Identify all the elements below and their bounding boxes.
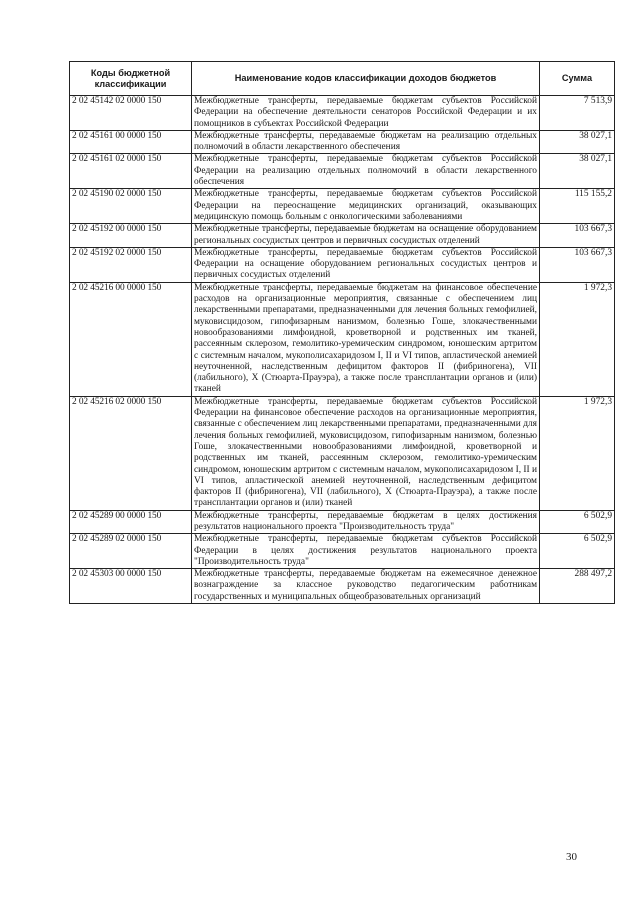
budget-income-table <box>69 61 615 604</box>
page-number: 30 <box>566 851 577 863</box>
header-sum: Сумма <box>540 62 615 96</box>
row-name: Межбюджетные трансферты, передаваемые бюджетам на оснащение оборудованием региональных сосудистых центров и первичных сосудистых отделений <box>192 224 540 248</box>
row-code: 2 02 45190 02 0000 150 <box>70 189 192 224</box>
row-name: Межбюджетные трансферты, передаваемые бюджетам субъектов Российской Федерации на обеспечение деятельности сенаторов Российской Федерации и их помощников в субъектах Российской Федерации <box>192 96 540 131</box>
table-row <box>70 247 615 282</box>
table-row <box>70 224 615 248</box>
row-code: 2 02 45192 02 0000 150 <box>70 247 192 282</box>
row-sum: 38 027,1 <box>540 130 615 154</box>
row-name: Межбюджетные трансферты, передаваемые бюджетам субъектов Российской Федерации на оснащение оборудованием региональных сосудистых центров и первичных сосудистых отделений <box>192 247 540 282</box>
row-sum: 6 502,9 <box>540 534 615 569</box>
row-name: Межбюджетные трансферты, передаваемые бюджетам субъектов Российской Федерации в целях достижения результатов национального проекта "Производительность труда" <box>192 534 540 569</box>
row-name: Межбюджетные трансферты, передаваемые бюджетам субъектов Российской Федерации на реализацию отдельных полномочий в области лекарственного обеспечения <box>192 154 540 189</box>
table-row <box>70 154 615 189</box>
row-code: 2 02 45161 00 0000 150 <box>70 130 192 154</box>
header-code: Коды бюджетной классификации <box>70 62 192 96</box>
row-sum: 103 667,3 <box>540 224 615 248</box>
row-code: 2 02 45216 02 0000 150 <box>70 396 192 510</box>
row-name: Межбюджетные трансферты, передаваемые бюджетам в целях достижения результатов национального проекта "Производительность труда" <box>192 510 540 534</box>
row-sum: 1 972,3 <box>540 282 615 396</box>
row-sum: 7 513,9 <box>540 96 615 131</box>
row-name: Межбюджетные трансферты, передаваемые бюджетам на реализацию отдельных полномочий в области лекарственного обеспечения <box>192 130 540 154</box>
table-row <box>70 130 615 154</box>
table-row <box>70 510 615 534</box>
row-code: 2 02 45216 00 0000 150 <box>70 282 192 396</box>
row-sum: 115 155,2 <box>540 189 615 224</box>
row-name: Межбюджетные трансферты, передаваемые бюджетам на финансовое обеспечение расходов на организационные мероприятия, связанные с обеспечением лиц лекарственными препаратами, предназначенными для лечения больных гемофилией, муковисцидозом, гипофизарным нанизмом, болезнью Гоше, злокачественными новообразованиями лимфоидной, кроветворной и родственных им тканей, рассеянным склерозом, гемолитико-уремическим синдромом, юношеским артритом с системным началом, мукополисахаридозом I, II и VI типов, апластической анемией неуточненной, наследственным дефицитом факторов II (фибриногена), VII (лабильного), X (Стюарта-Прауэра), а также после трансплантации органов и (или) тканей <box>192 282 540 396</box>
row-name: Межбюджетные трансферты, передаваемые бюджетам на ежемесячное денежное вознаграждение за классное руководство педагогическим работникам государственных и муниципальных общеобразовательных организаций <box>192 569 540 604</box>
row-code: 2 02 45142 02 0000 150 <box>70 96 192 131</box>
row-code: 2 02 45289 00 0000 150 <box>70 510 192 534</box>
table-row <box>70 569 615 604</box>
table-header-row <box>70 62 615 96</box>
row-code: 2 02 45303 00 0000 150 <box>70 569 192 604</box>
row-code: 2 02 45161 02 0000 150 <box>70 154 192 189</box>
table-row <box>70 534 615 569</box>
header-name: Наименование кодов классификации доходов бюджетов <box>192 62 540 96</box>
row-code: 2 02 45192 00 0000 150 <box>70 224 192 248</box>
row-name: Межбюджетные трансферты, передаваемые бюджетам субъектов Российской Федерации на финансовое обеспечение расходов на организационные мероприятия, связанные с обеспечением лиц лекарственными препаратами, предназначенными для лечения больных гемофилией, муковисцидозом, гипофизарным нанизмом, болезнью Гоше, злокачественными новообразованиями лимфоидной, кроветворной и родственных им тканей, рассеянным склерозом, гемолитико-уремическим синдромом, юношеским артритом с системным началом, мукополисахаридозом I, II и VI типов, апластической анемией неуточненной, наследственным дефицитом факторов II (фибриногена), VII (лабильного), X (Стюарта-Прауэра), а также после трансплантации органов и (или) тканей <box>192 396 540 510</box>
row-name: Межбюджетные трансферты, передаваемые бюджетам субъектов Российской Федерации на переоснащение медицинских организаций, оказывающих медицинскую помощь больным с онкологическими заболеваниями <box>192 189 540 224</box>
row-sum: 103 667,3 <box>540 247 615 282</box>
row-sum: 38 027,1 <box>540 154 615 189</box>
table-row <box>70 189 615 224</box>
table-row <box>70 282 615 396</box>
table-row <box>70 96 615 131</box>
row-sum: 288 497,2 <box>540 569 615 604</box>
row-sum: 6 502,9 <box>540 510 615 534</box>
row-sum: 1 972,3 <box>540 396 615 510</box>
table-row <box>70 396 615 510</box>
row-code: 2 02 45289 02 0000 150 <box>70 534 192 569</box>
